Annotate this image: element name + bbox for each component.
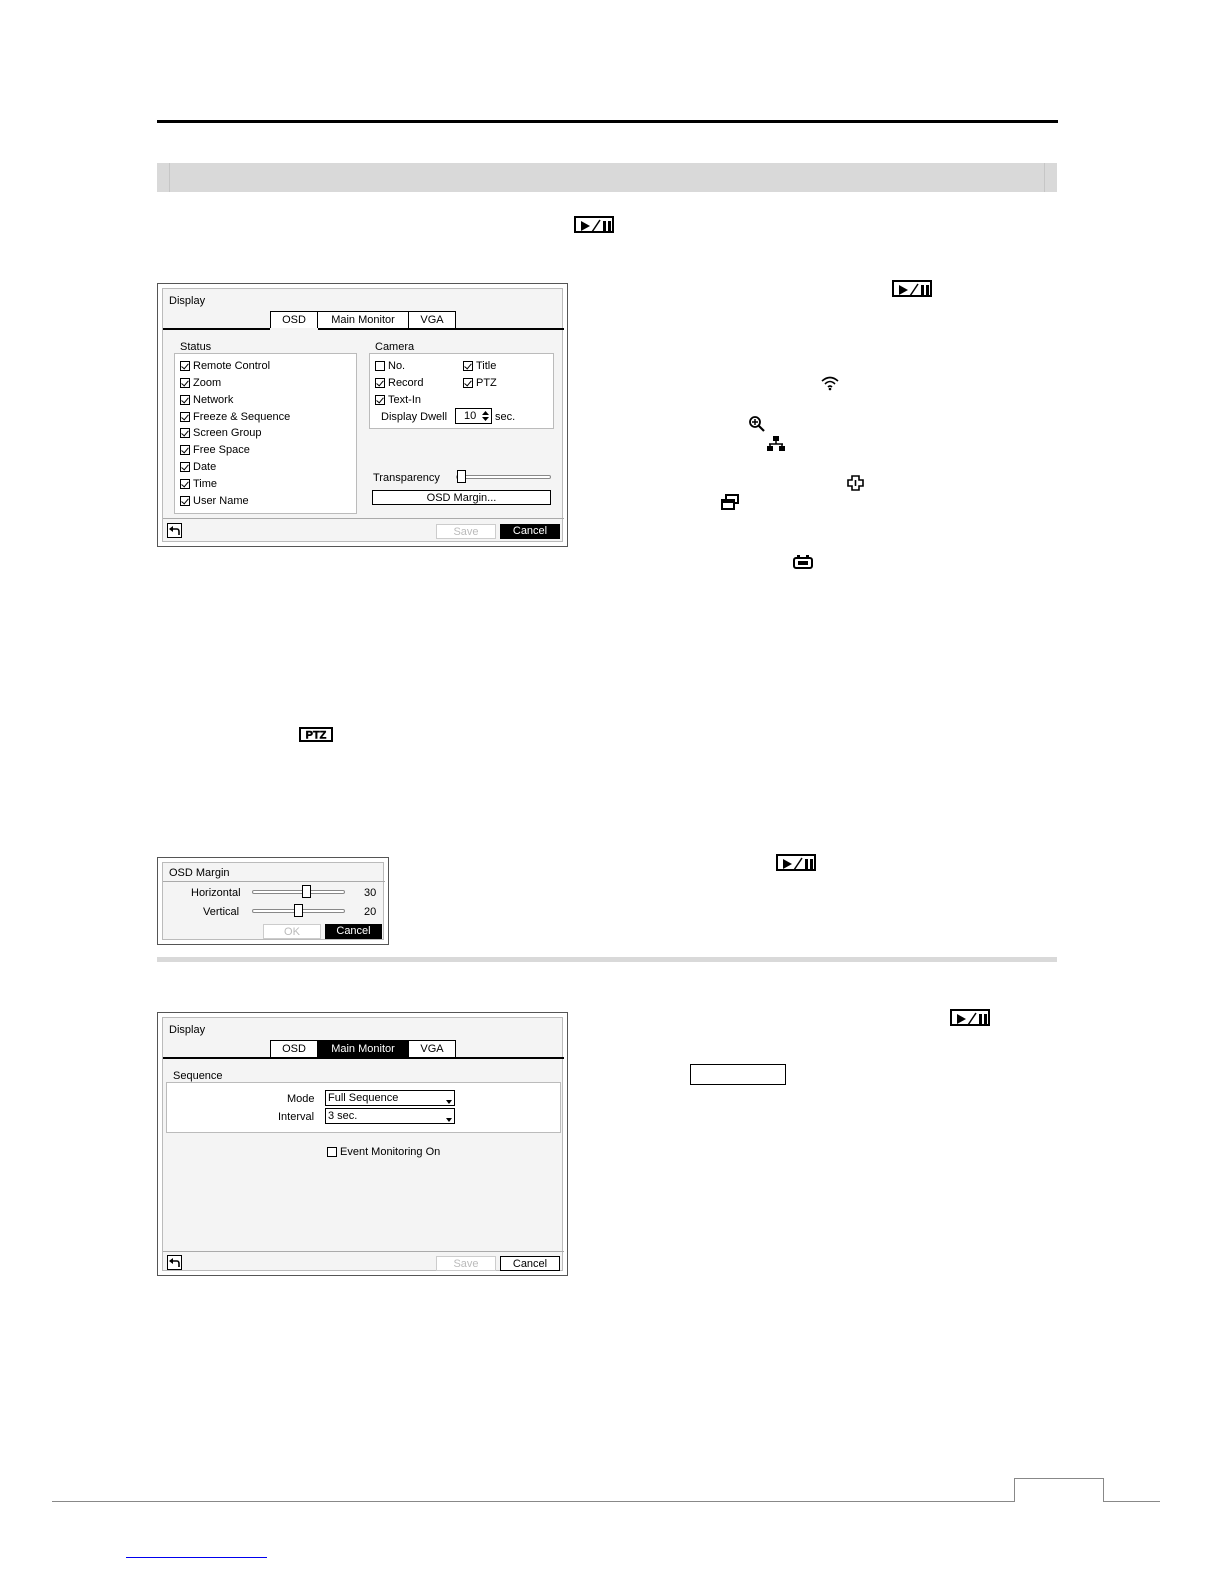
footer-rule (1104, 1501, 1160, 1502)
horizontal-value: 30 (364, 887, 377, 899)
back-arrow-icon (168, 524, 181, 537)
checkbox-event-monitoring[interactable]: Event Monitoring On (327, 1146, 440, 1158)
checkbox-zoom[interactable]: Zoom (180, 377, 221, 389)
tab-underline (163, 328, 270, 330)
checkbox-network[interactable]: Network (180, 394, 233, 406)
chevron-down-icon (446, 1100, 452, 1104)
camera-group-label: Camera (375, 341, 415, 353)
section-band-top (157, 163, 1057, 192)
tab-osd[interactable]: OSD (270, 1040, 318, 1057)
interval-label: Interval (278, 1111, 315, 1123)
screen-group-icon (720, 493, 740, 511)
header-rule (157, 120, 1058, 123)
cancel-button[interactable]: Cancel (500, 1256, 560, 1271)
checkbox-camera-ptz[interactable]: PTZ (463, 377, 497, 389)
chevron-down-icon (446, 1118, 452, 1122)
page-number-tab (1014, 1478, 1104, 1502)
checkbox-free-space[interactable]: Free Space (180, 444, 250, 456)
network-icon (766, 435, 786, 452)
back-button[interactable] (167, 1255, 182, 1270)
tab-main-monitor[interactable]: Main Monitor (317, 311, 409, 328)
cancel-button[interactable]: Cancel (500, 524, 560, 539)
dialog-title: Display (169, 1024, 206, 1036)
vertical-slider-thumb[interactable] (294, 904, 303, 917)
tab-vga[interactable]: VGA (408, 311, 456, 328)
checkbox-camera-title[interactable]: Title (463, 360, 496, 372)
svg-text:PTZ: PTZ (305, 729, 327, 742)
transparency-slider-thumb[interactable] (457, 470, 466, 483)
tab-underline (318, 328, 564, 330)
footer-link-underline (126, 1557, 267, 1558)
mode-label: Mode (287, 1093, 315, 1105)
footer-divider (163, 1251, 564, 1252)
checkbox-time[interactable]: Time (180, 478, 217, 490)
wifi-icon (820, 375, 840, 391)
horizontal-slider-thumb[interactable] (302, 885, 311, 898)
checkbox-date[interactable]: Date (180, 461, 216, 473)
cancel-button[interactable]: Cancel (325, 924, 382, 939)
spinner-arrows-icon[interactable] (481, 410, 490, 422)
ok-button[interactable]: OK (263, 924, 321, 939)
mode-select[interactable]: Full Sequence (325, 1090, 455, 1106)
empty-label-box (690, 1064, 786, 1085)
tab-osd[interactable]: OSD (270, 311, 318, 328)
display-dwell-label: Display Dwell (381, 411, 448, 423)
horizontal-slider[interactable] (252, 890, 345, 894)
zoom-in-icon (748, 415, 766, 433)
osd-margin-dialog (157, 857, 389, 945)
save-button[interactable]: Save (436, 1256, 496, 1271)
back-arrow-icon (168, 1256, 181, 1269)
play-pause-key-icon (950, 1009, 990, 1026)
checkbox-camera-record[interactable]: Record (375, 377, 423, 389)
footer-divider (163, 518, 564, 519)
section-band-mid (157, 957, 1057, 962)
sequence-group-label: Sequence (173, 1070, 223, 1082)
transparency-slider[interactable] (456, 475, 551, 479)
save-button[interactable]: Save (436, 524, 496, 539)
tab-main-monitor[interactable]: Main Monitor (317, 1040, 409, 1057)
footer-rule (52, 1501, 1014, 1502)
dialog-title: Display (169, 295, 206, 307)
play-pause-key-icon (574, 216, 614, 233)
osd-margin-button[interactable]: OSD Margin... (372, 490, 551, 505)
play-pause-key-icon (776, 854, 816, 871)
checkbox-freeze-sequence[interactable]: Freeze & Sequence (180, 411, 290, 423)
checkbox-user-name[interactable]: User Name (180, 495, 249, 507)
display-dwell-unit: sec. (495, 411, 516, 423)
osd-dialog (157, 283, 568, 547)
vertical-value: 20 (364, 906, 377, 918)
ptz-icon (299, 727, 333, 742)
tab-vga[interactable]: VGA (408, 1040, 456, 1057)
tab-underline (163, 1057, 564, 1059)
checkbox-screen-group[interactable]: Screen Group (180, 427, 261, 439)
checkbox-camera-no[interactable]: No. (375, 360, 405, 372)
main-monitor-dialog (157, 1012, 568, 1276)
dialog-title: OSD Margin (169, 867, 230, 879)
freeze-sequence-icon (846, 474, 865, 492)
back-button[interactable] (167, 523, 182, 538)
status-group-label: Status (180, 341, 212, 353)
free-space-icon (792, 553, 814, 570)
checkbox-remote-control[interactable]: Remote Control (180, 360, 270, 372)
play-pause-key-icon (892, 280, 932, 297)
title-divider (163, 881, 385, 882)
vertical-label: Vertical (203, 906, 240, 918)
horizontal-label: Horizontal (191, 887, 241, 899)
interval-select[interactable]: 3 sec. (325, 1108, 455, 1124)
display-dwell-spinner[interactable]: 10 (455, 408, 492, 424)
checkbox-camera-text-in[interactable]: Text-In (375, 394, 421, 406)
transparency-label: Transparency (373, 472, 440, 484)
